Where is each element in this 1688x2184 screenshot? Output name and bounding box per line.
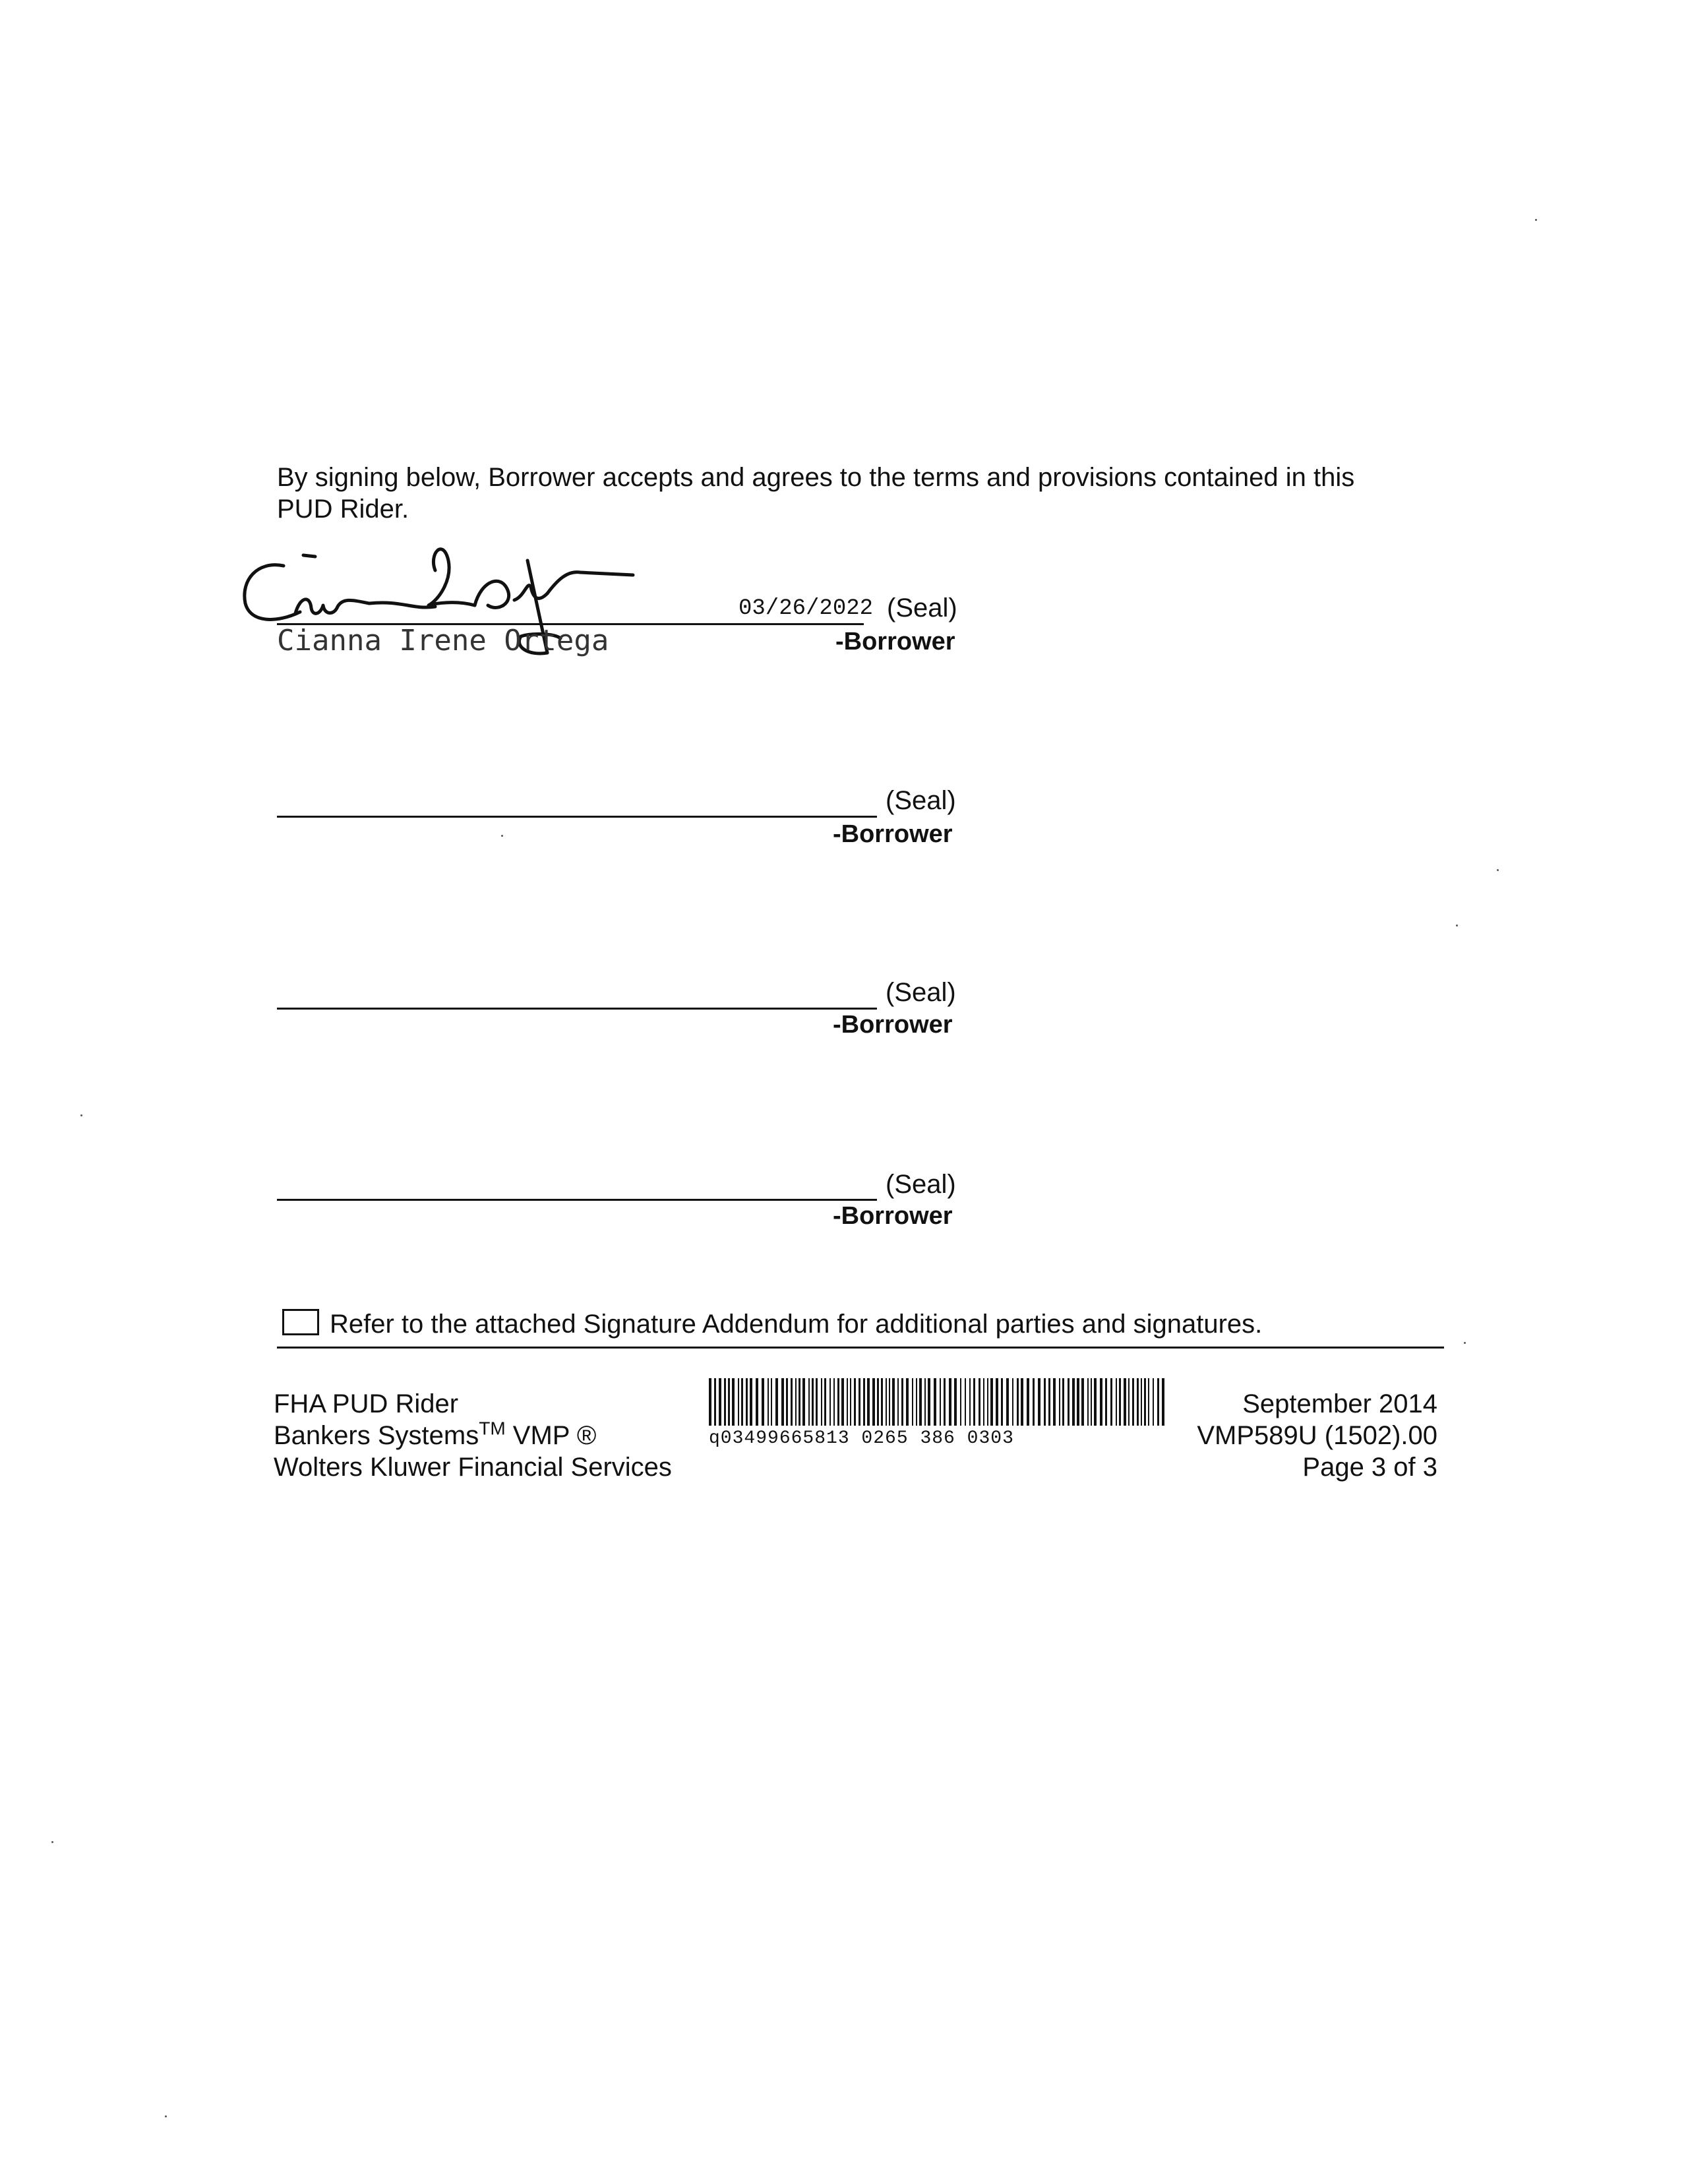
barcode-bar <box>771 1378 772 1426</box>
barcode-bar <box>954 1378 957 1426</box>
barcode-bar <box>934 1378 936 1426</box>
borrower-label-2: -Borrower <box>833 820 953 848</box>
barcode-bar <box>714 1378 716 1426</box>
barcode-bar <box>897 1378 899 1426</box>
barcode-bar <box>1087 1378 1089 1426</box>
barcode-bar <box>833 1378 835 1426</box>
addendum-text: Refer to the attached Signature Addendum for additional parties and signatures. <box>330 1310 1263 1339</box>
barcode-bar <box>973 1378 975 1426</box>
trademark-mark: TM <box>479 1418 506 1439</box>
barcode-bar <box>949 1378 951 1426</box>
barcode-bar <box>824 1378 826 1426</box>
barcode-bar <box>1053 1378 1056 1426</box>
barcode-bar <box>1059 1378 1060 1426</box>
barcode-bar <box>1033 1378 1035 1426</box>
vendor-prefix: Bankers Systems <box>274 1421 479 1450</box>
barcode-bar <box>854 1378 856 1426</box>
borrower-label-3: -Borrower <box>833 1011 953 1039</box>
barcode-bar <box>979 1378 980 1426</box>
barcode-bar <box>944 1378 946 1426</box>
footer-divider <box>277 1347 1444 1349</box>
barcode-bar <box>881 1378 883 1426</box>
barcode-bar <box>906 1378 909 1426</box>
barcode-bar <box>719 1378 721 1426</box>
barcode-bar <box>901 1378 903 1426</box>
barcode-bar <box>1128 1378 1130 1426</box>
barcode-bar <box>812 1378 814 1426</box>
barcode <box>709 1378 1170 1426</box>
footer-left <box>274 1388 672 1483</box>
scan-speck <box>1497 869 1499 871</box>
footer-right <box>1154 1388 1437 1483</box>
barcode-bar <box>1077 1378 1079 1426</box>
barcode-bar <box>965 1378 966 1426</box>
barcode-bar <box>762 1378 764 1426</box>
barcode-bar <box>867 1378 870 1426</box>
seal-label-2: (Seal) <box>886 786 956 815</box>
barcode-bar <box>738 1378 739 1426</box>
barcode-bar <box>850 1378 851 1426</box>
barcode-bar <box>886 1378 887 1426</box>
barcode-bar <box>728 1378 730 1426</box>
barcode-bar <box>768 1378 769 1426</box>
scan-speck <box>80 1114 82 1116</box>
barcode-bar <box>1105 1378 1107 1426</box>
barcode-bar <box>877 1378 879 1426</box>
barcode-bar <box>859 1378 860 1426</box>
barcode-bar <box>987 1378 988 1426</box>
barcode-bar <box>786 1378 788 1426</box>
barcode-bar <box>1119 1378 1121 1426</box>
barcode-number: q03499665813 0265 386 0303 <box>709 1428 1014 1449</box>
barcode-bar <box>847 1378 848 1426</box>
scan-speck <box>1535 219 1537 221</box>
barcode-bar <box>781 1378 784 1426</box>
signature-date: 03/26/2022 <box>738 596 874 621</box>
barcode-bar <box>829 1378 831 1426</box>
scan-speck <box>51 1841 53 1843</box>
borrower-printed-name: Cianna Irene Ortega <box>277 624 609 657</box>
vendor-line <box>274 1420 672 1451</box>
barcode-bar <box>1144 1378 1146 1426</box>
barcode-bar <box>750 1378 752 1426</box>
barcode-bar <box>724 1378 726 1426</box>
barcode-bar <box>983 1378 984 1426</box>
form-date: September 2014 <box>1242 1389 1437 1418</box>
barcode-bar <box>1141 1378 1142 1426</box>
form-name: FHA PUD Rider <box>274 1389 459 1418</box>
barcode-bar <box>1116 1378 1117 1426</box>
barcode-bar <box>808 1378 810 1426</box>
barcode-bar <box>1094 1378 1097 1426</box>
intro-line-1: By signing below, Borrower accepts and agrees to the terms and provisions contained in this <box>277 463 1355 492</box>
seal-label-4: (Seal) <box>886 1170 956 1199</box>
barcode-bar <box>775 1378 778 1426</box>
scan-speck <box>165 2115 167 2117</box>
barcode-bar <box>837 1378 839 1426</box>
barcode-bar <box>1006 1378 1009 1426</box>
barcode-bar <box>1068 1378 1070 1426</box>
borrower-label-1: -Borrower <box>835 628 955 655</box>
barcode-bar <box>1110 1378 1112 1426</box>
barcode-bar <box>1027 1378 1029 1426</box>
barcode-bar <box>919 1378 922 1426</box>
signature-line-4[interactable] <box>277 1199 877 1201</box>
barcode-bar <box>799 1378 800 1426</box>
barcode-bar <box>1044 1378 1046 1426</box>
barcode-bar <box>821 1378 822 1426</box>
barcode-bar <box>1081 1378 1084 1426</box>
barcode-bar <box>969 1378 971 1426</box>
signature-addendum-checkbox[interactable] <box>282 1309 319 1335</box>
seal-label-3: (Seal) <box>886 978 956 1007</box>
barcode-bar <box>1017 1378 1019 1426</box>
borrower-label-4: -Borrower <box>833 1202 953 1230</box>
barcode-bar <box>1132 1378 1134 1426</box>
signature-line-3[interactable] <box>277 1008 877 1010</box>
barcode-bar <box>1038 1378 1040 1426</box>
barcode-bar <box>1062 1378 1064 1426</box>
barcode-bar <box>960 1378 961 1426</box>
barcode-bar <box>709 1378 711 1426</box>
page-number: Page 3 of 3 <box>1302 1453 1437 1482</box>
barcode-bar <box>732 1378 735 1426</box>
barcode-bar <box>1100 1378 1102 1426</box>
barcode-bar <box>916 1378 917 1426</box>
barcode-bar <box>1124 1378 1126 1426</box>
barcode-bar <box>1048 1378 1050 1426</box>
barcode-bar <box>756 1378 758 1426</box>
intro-line-2: PUD Rider. <box>277 495 409 524</box>
barcode-bar <box>892 1378 895 1426</box>
scan-speck <box>501 835 503 837</box>
barcode-bar <box>1148 1378 1149 1426</box>
barcode-bar <box>1091 1378 1092 1426</box>
vendor-suffix: VMP ® <box>512 1421 597 1450</box>
barcode-bar <box>1001 1378 1003 1426</box>
barcode-bar <box>1012 1378 1013 1426</box>
barcode-bar <box>795 1378 797 1426</box>
barcode-bar <box>940 1378 941 1426</box>
company-name: Wolters Kluwer Financial Services <box>274 1453 672 1482</box>
signature-line-2[interactable] <box>277 816 877 818</box>
barcode-bar <box>1137 1378 1139 1426</box>
scan-speck <box>1456 925 1458 926</box>
barcode-bar <box>889 1378 890 1426</box>
barcode-bar <box>912 1378 913 1426</box>
barcode-bar <box>990 1378 993 1426</box>
seal-label-1: (Seal) <box>887 593 957 622</box>
barcode-bar <box>928 1378 930 1426</box>
barcode-bar <box>1072 1378 1075 1426</box>
barcode-bar <box>816 1378 818 1426</box>
barcode-bar <box>996 1378 998 1426</box>
scan-speck <box>1464 1342 1466 1344</box>
intro-paragraph <box>277 462 1424 525</box>
barcode-bar <box>872 1378 875 1426</box>
barcode-bar <box>924 1378 926 1426</box>
barcode-bar <box>841 1378 844 1426</box>
barcode-bar <box>791 1378 793 1426</box>
barcode-bar <box>746 1378 748 1426</box>
form-code: VMP589U (1502).00 <box>1197 1421 1437 1450</box>
barcode-bar <box>802 1378 805 1426</box>
barcode-bar <box>863 1378 865 1426</box>
barcode-bar <box>741 1378 743 1426</box>
barcode-bar <box>1021 1378 1023 1426</box>
